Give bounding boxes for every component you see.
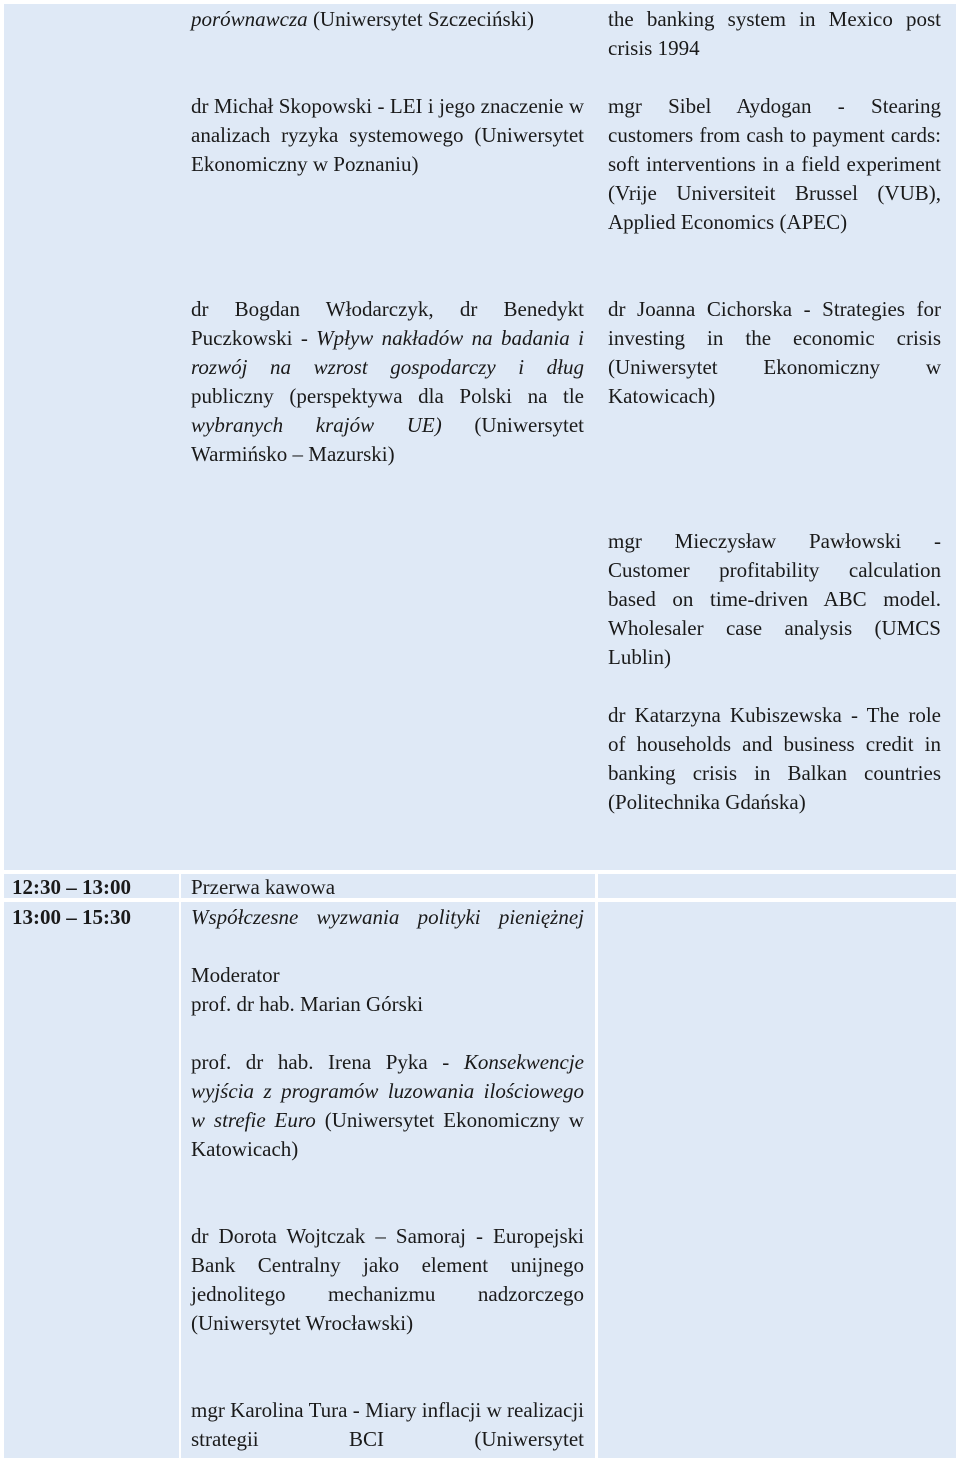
talk-entry: dr Dorota Wojtczak – Samoraj - Europejski Bank Centralny jako element unijnego jednolitego mechanizmu nadzorczego (Uniwersytet Wrocławski) [191,1224,584,1335]
session-title: Współczesne wyzwania polityki pieniężnej [191,905,584,929]
row-shading-session-col1 [4,902,179,1458]
talk-entry: prof. dr hab. Irena Pyka - Konsekwencje wyjścia z programów luzowania ilościowego w strefie Euro (Uniwersytet Ekonomiczny w Katowicach) [191,1050,584,1161]
moderator-label: Moderator [191,963,280,987]
talk-entry: the banking system in Mexico post crisis 1994 [608,7,941,60]
session-time: 13:00 – 15:30 [12,905,131,929]
talk-entry: dr Michał Skopowski - LEI i jego znaczenie w analizach ryzyka systemowego (Uniwersytet Ekonomiczny w Poznaniu) [191,94,584,176]
moderator-name: prof. dr hab. Marian Górski [191,992,424,1016]
talk-entry: porównawcza (Uniwersytet Szczeciński) [191,7,534,31]
talk-entry: mgr Mieczysław Pawłowski - Customer profitability calculation based on time-driven ABC model. Wholesaler case analysis (UMCS Lublin) [608,529,941,669]
row-shading-break-col3 [598,874,956,898]
break-label: Przerwa kawowa [191,875,336,899]
talk-entry: mgr Sibel Aydogan - Stearing customers from cash to payment cards: soft interventions in a field experiment (Vrije Universiteit Brussel (VUB), Applied Economics (APEC) [608,94,941,234]
row-shading-session-col3 [598,902,956,1458]
talk-entry: dr Bogdan Włodarczyk, dr Benedykt Puczkowski - Wpływ nakładów na badania i rozwój na wzrost gospodarczy i dług publiczny (perspektywa dla Polski na tle wybranych krajów UE) (Uniwersytet Warmińsko – Mazurski) [191,297,584,466]
break-time: 12:30 – 13:00 [12,875,131,899]
talk-entry: dr Joanna Cichorska - Strategies for investing in the economic crisis (Uniwersytet Ekonomiczny w Katowicach) [608,297,941,408]
talk-entry: dr Katarzyna Kubiszewska - The role of households and business credit in banking crisis in Balkan countries (Politechnika Gdańska) [608,703,941,814]
talk-entry: mgr Karolina Tura - Miary inflacji w realizacji strategii BCI (Uniwersytet [191,1398,584,1451]
